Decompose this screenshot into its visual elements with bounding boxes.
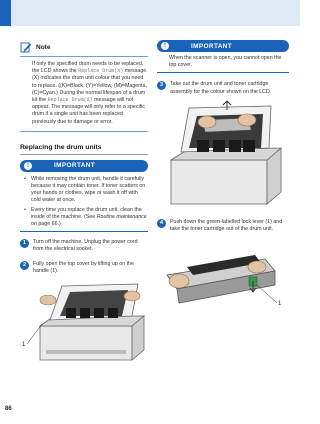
section-title: Replacing the drum units xyxy=(20,143,102,151)
pencil-note-icon xyxy=(20,41,32,53)
step-3 xyxy=(157,81,289,95)
step-number: 3 xyxy=(157,81,166,90)
note-body: If only the specified drum needs to be replaced, the LCD shows the Replace Drum(X) message. (X) indicates the drum unit colour that you need to replace. ((K)=Black, (Y)=Yellow, (M)=Magenta, (C)=Cyan.) During the normal lifespan of a drum kit the Replace Drum(X) message will not appear. The message will only refer to a specific drum if a single unit has been replaced previously due to damage or error. xyxy=(32,61,148,125)
step-text: Turn off the machine. Unplug the power cord from the electrical socket. xyxy=(33,239,138,253)
step-2 xyxy=(20,261,148,275)
chapter-tab xyxy=(0,0,11,26)
drum-removal-image xyxy=(157,100,289,212)
list-item: • Every time you replace the drum unit, clean the inside of the machine. (See Routine maintenance on page 66.) xyxy=(24,207,148,229)
page-header-band xyxy=(0,0,300,26)
lcd-message: Replace Drum(X) xyxy=(47,97,93,104)
page-number: 86 xyxy=(5,406,12,412)
important-title: IMPORTANT xyxy=(191,42,233,50)
right-column xyxy=(157,40,289,317)
important-banner xyxy=(157,40,289,52)
important-title: IMPORTANT xyxy=(54,162,96,170)
printer-top-cover-illustration xyxy=(20,280,148,368)
drum-removal-illustration xyxy=(157,100,289,212)
list-item: • While removing the drum unit, handle it carefully because it may contain toner. If toner scatters on your hands or clothes, wipe or wash it off with cold water at once. xyxy=(24,176,148,205)
important-text: When the scanner is open, you cannot open the top cover. xyxy=(169,55,282,69)
important-divider-bottom xyxy=(157,72,289,73)
step-1 xyxy=(20,239,148,253)
important-banner xyxy=(20,160,148,172)
step-number: 4 xyxy=(157,219,166,228)
note-header xyxy=(20,40,148,54)
toner-lock-lever-illustration xyxy=(157,237,289,317)
callout-label: 1 xyxy=(22,342,26,349)
step-text: Fully open the top cover by lifting up on the handle (1). xyxy=(33,260,134,274)
cross-reference-link[interactable]: Routine maintenance xyxy=(96,213,147,220)
step-text: Push down the green-labelled lock lever (1) and take the toner cartridge out of the drum unit. xyxy=(170,218,283,233)
step-4 xyxy=(157,219,289,233)
step-text: Take out the drum unit and toner cartridge assembly for the colour shown on the LCD. xyxy=(170,81,272,95)
step-number: 2 xyxy=(20,261,29,270)
important-divider-bottom xyxy=(20,231,148,232)
note-title: Note xyxy=(36,43,51,51)
toner-lever-image xyxy=(157,237,289,317)
left-column xyxy=(20,40,148,368)
printer-illustration xyxy=(20,280,148,368)
section-divider xyxy=(20,154,148,155)
callout-label: 1 xyxy=(278,301,282,308)
exclamation-icon: ! xyxy=(161,42,169,50)
exclamation-icon: ! xyxy=(24,162,32,170)
note-divider xyxy=(20,56,148,57)
important-list xyxy=(24,176,148,228)
step-number: 1 xyxy=(20,239,29,248)
note-divider-bottom xyxy=(20,131,148,132)
lcd-message: Replace Drum(X) xyxy=(78,68,124,75)
